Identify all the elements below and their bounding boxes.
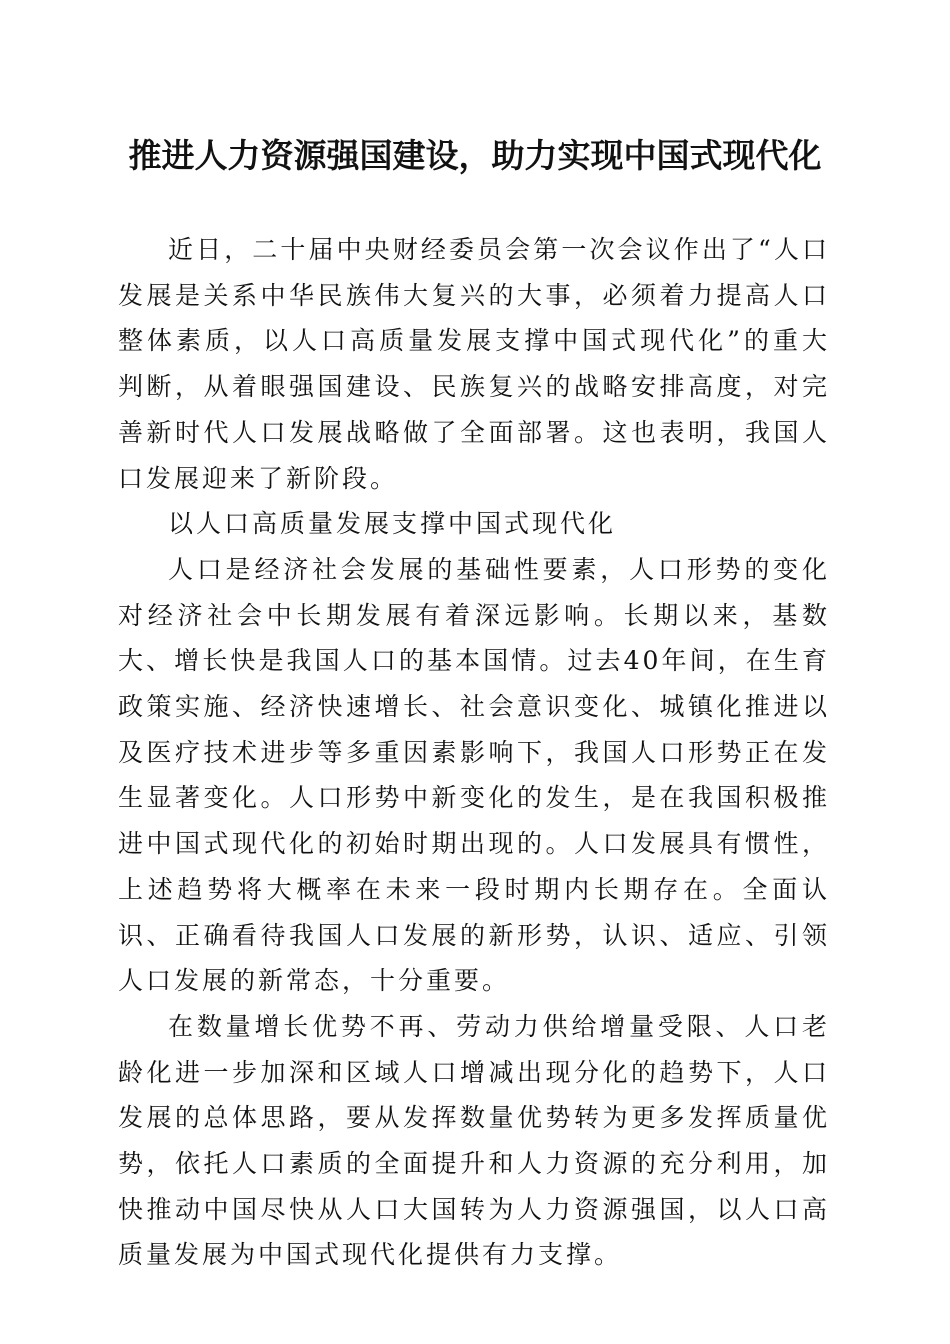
document-body bbox=[118, 227, 830, 1278]
section-heading: 以人口高质量发展支撑中国式现代化 bbox=[168, 509, 617, 539]
document-title: 推进人力资源强国建设，助力实现中国式现代化 bbox=[128, 136, 822, 175]
paragraph-intro: 近日，二十届中央财经委员会第一次会议作出了“人口发展是关系中华民族伟大复兴的大事，必须着力提高人口整体素质，以人口高质量发展支撑中国式现代化”的重大判断，从着眼强国建设、民族复兴的战略安排高度，对完善新时代人口发展战略做了全面部署。这也表明，我国人口发展迎来了新阶段。 bbox=[118, 235, 830, 493]
paragraph-development-approach: 在数量增长优势不再、劳动力供给增量受限、人口老龄化进一步加深和区域人口增减出现分化的趋势下，人口发展的总体思路，要从发挥数量优势转为更多发挥质量优势，依托人口素质的全面提升和人力资源的充分利用，加快推动中国尽快从人口大国转为人力资源强国，以人口高质量发展为中国式现代化提供有力支撑。 bbox=[118, 1011, 830, 1270]
paragraph-population-situation: 人口是经济社会发展的基础性要素，人口形势的变化对经济社会中长期发展有着深远影响。长期以来，基数大、增长快是我国人口的基本国情。过去40年间，在生育政策实施、经济快速增长、社会意识变化、城镇化推进以及医疗技术进步等多重因素影响下，我国人口形势正在发生显著变化。人口形势中新变化的发生，是在我国积极推进中国式现代化的初始时期出现的。人口发展具有惯性，上述趋势将大概率在未来一段时期内长期存在。全面认识、正确看待我国人口发展的新形势，认识、适应、引领人口发展的新常态，十分重要。 bbox=[118, 554, 830, 996]
